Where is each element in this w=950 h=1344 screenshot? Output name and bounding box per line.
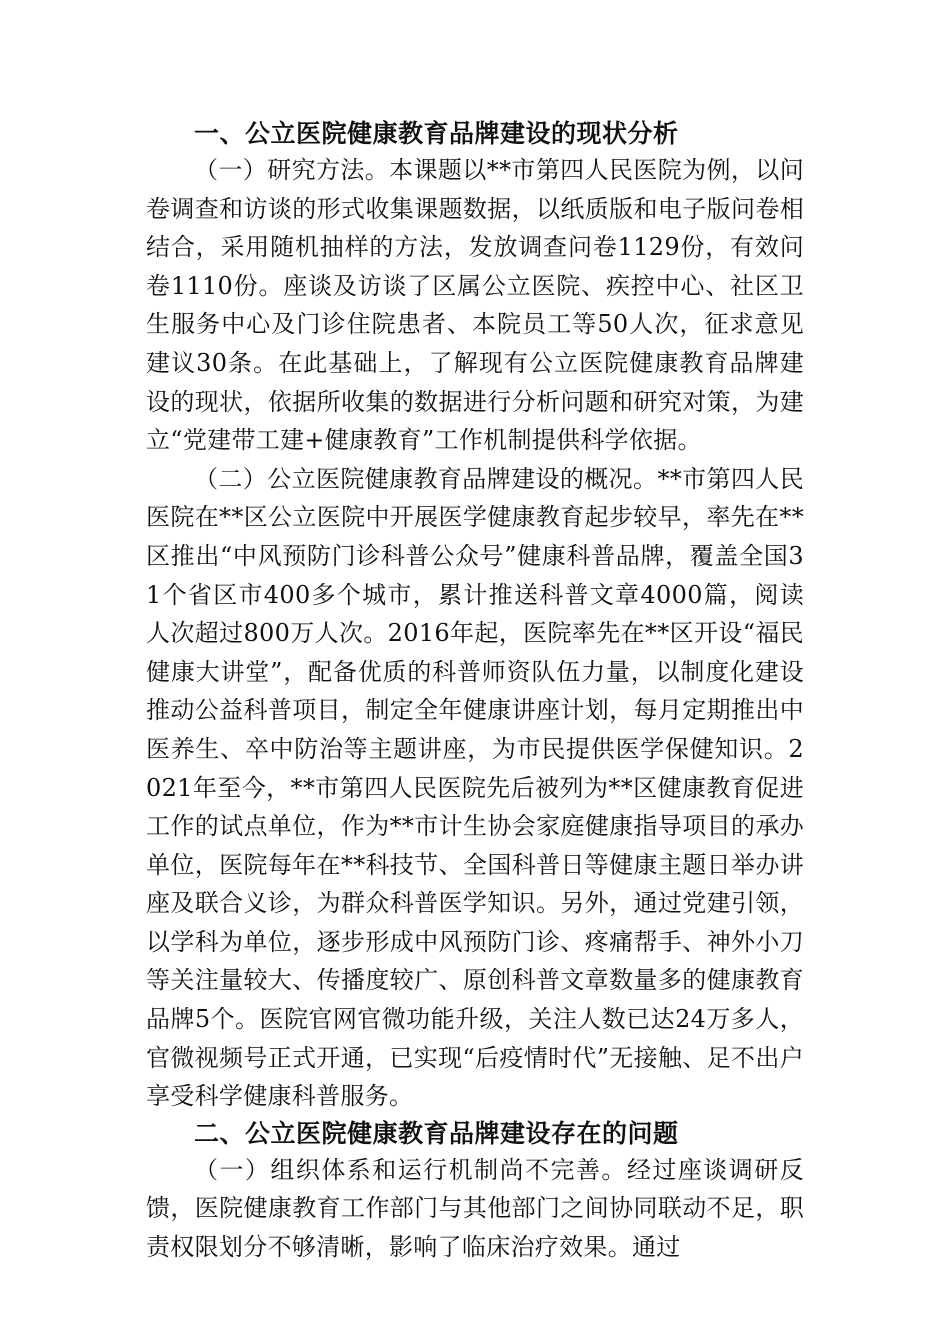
paragraph-body-2: **市第四人民医院在**区公立医院中开展医学健康教育起步较早，率先在**区推出“中风预防门诊科普公众号”健康科普品牌，覆盖全国31个省区市400多个城市，累计推送科普文章4000篇，阅读人次超过800万人次。2016年起，医院率先在**区开设“福民健康大讲堂”，配备优质的科普师资队伍力量，以制度化建设推动公益科普项目，制定全年健康讲座计划，每月定期推出中医养生、卒中防治等主题讲座，为市民提供医学保健知识。2021年至今，**市第四人民医院先后被列为**区健康教育促进工作的试点单位，作为**市计生协会家庭健康指导项目的承办单位，医院每年在**科技节、全国科普日等健康主题日举办讲座及联合义诊，为群众科普医学知识。另外，通过党建引领，以学科为单位，逐步形成中风预防门诊、疼痛帮手、神外小刀等关注量较大、传播度较广、原创科普文章数量多的健康教育品牌5个。医院官网官微功能升级，关注人数已达24万多人，官微视频号正式开通，已实现“后疫情时代”无接触、足不出户享受科学健康科普服务。 [146, 464, 804, 1111]
document-body [146, 116, 804, 1267]
paragraph-organization [146, 1151, 804, 1267]
paragraph-body-1: 本课题以**市第四人民医院为例，以问卷调查和访谈的形式收集课题数据，以纸质版和电子版问卷相结合，采用随机抽样的方法，发放调查问卷1129份，有效问卷1110份。座谈及访谈了区属公立医院、疾控中心、社区卫生服务中心及门诊住院患者、本院员工等50人次，征求意见建议30条。在此基础上，了解现有公立医院健康教育品牌建设的现状，依据所收集的数据进行分析问题和研究对策，为建立“党建带工建+健康教育”工作机制提供科学依据。 [146, 156, 804, 455]
paragraph-body-3: 经过座谈调研反馈，医院健康教育工作部门与其他部门之间协同联动不足，职责权限划分不够清晰，影响了临床治疗效果。通过 [146, 1155, 804, 1262]
paragraph-research-method [146, 151, 804, 460]
section-heading-1: 一、公立医院健康教育品牌建设的现状分析 [194, 119, 679, 148]
paragraph-overview [146, 460, 804, 1116]
paragraph-lead-1: （一）研究方法。 [194, 156, 390, 184]
paragraph-lead-3: （一）组织体系和运行机制尚不完善。 [194, 1155, 627, 1184]
paragraph-lead-2: （二）公立医院健康教育品牌建设的概况。 [194, 464, 658, 493]
section-heading-2: 二、公立医院健康教育品牌建设存在的问题 [194, 1118, 679, 1148]
